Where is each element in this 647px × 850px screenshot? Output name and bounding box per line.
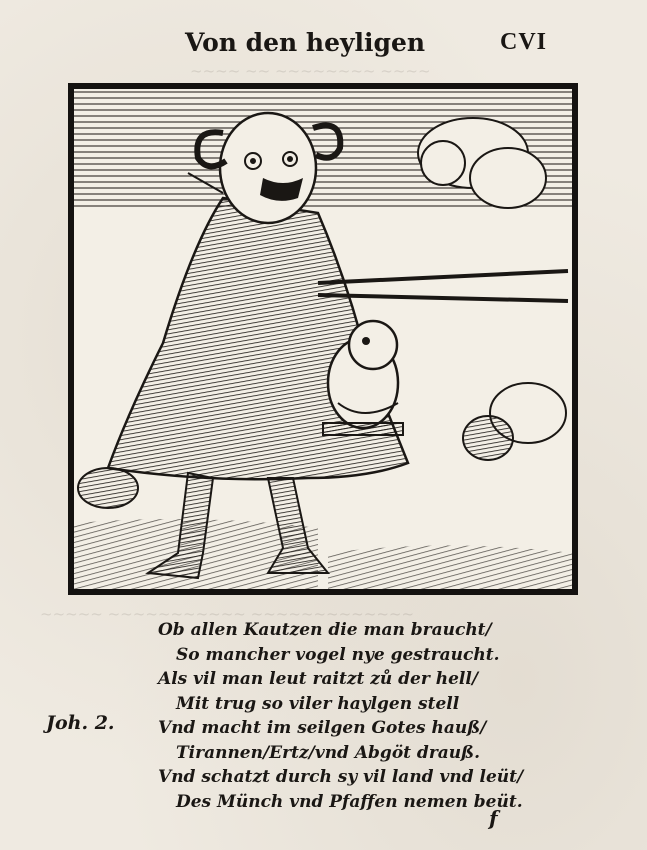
bleed-through-text: ~~~~~ ~~~~~~~~~~~ ~~~~~~~~~~~~~ — [40, 605, 415, 623]
verse-line: Ob allen Kautzen die man braucht/ — [158, 620, 492, 640]
woodcut-illustration — [68, 83, 578, 595]
verse-line: Des Münch vnd Pfaffen nemen beüt. — [176, 791, 523, 812]
verse-line: So mancher vogel nye gestraucht. — [176, 644, 500, 665]
verse-line: Tirannen/Ertz/vnd Abgöt drauß. — [176, 742, 480, 763]
verse-line: Als vil man leut raitzt zů der hell/ — [158, 669, 479, 689]
page-title: Von den heyligen — [185, 28, 426, 57]
verse-block — [158, 618, 523, 814]
bush-left — [78, 468, 138, 508]
verse-line: Vnd schatzt durch sy vil land vnd leüt/ — [158, 767, 524, 787]
verse-line: Mit trug so viler haylgen stell — [176, 693, 460, 714]
folio-number: CVI — [500, 29, 548, 55]
scripture-reference: Joh. 2. — [46, 712, 115, 734]
bleed-through-text: ~~~~ ~~ ~~~~~~~~ ~~~~ — [190, 62, 431, 80]
signature-mark: f — [489, 806, 498, 830]
verse-line: Vnd macht im seilgen Gotes hauß/ — [158, 718, 487, 738]
